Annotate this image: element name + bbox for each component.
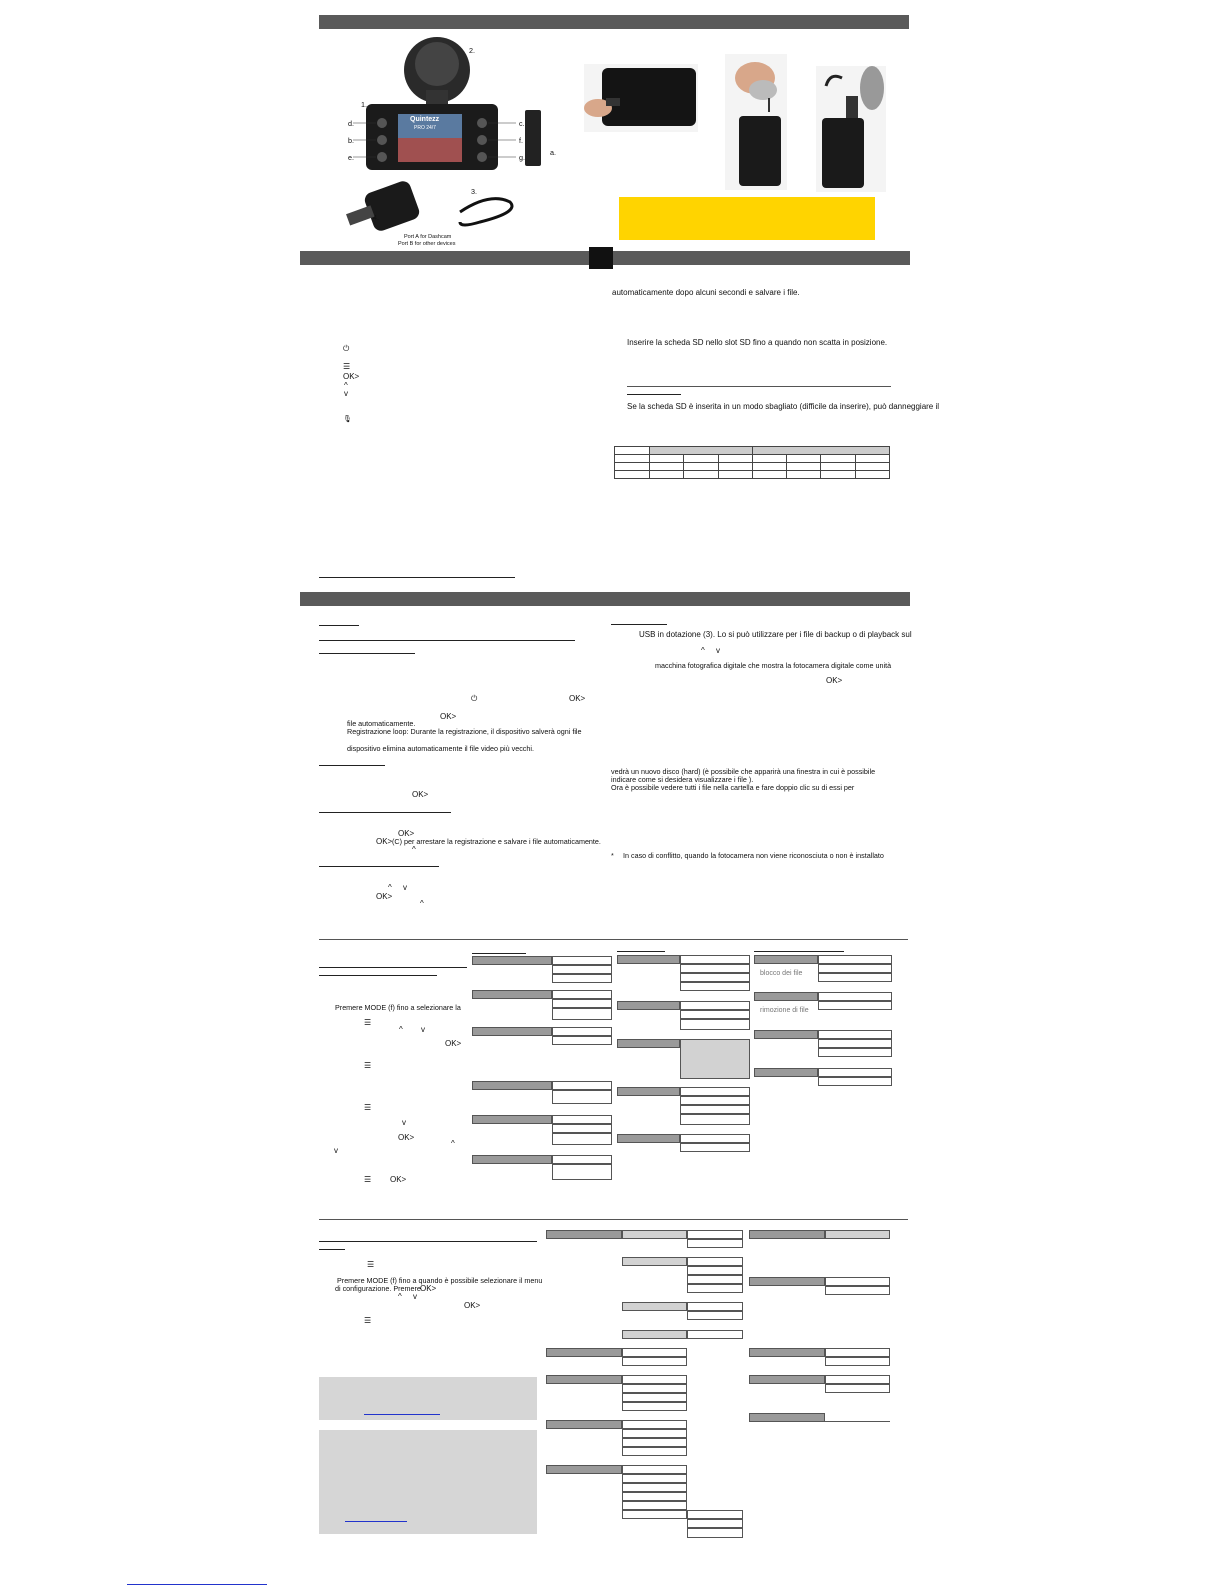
menu-cell	[818, 1030, 892, 1039]
mid-left-underline	[319, 577, 515, 578]
power-icon: ⏻	[343, 344, 350, 353]
up-icon-5: ^	[701, 646, 705, 655]
mount-attach-photo	[725, 54, 787, 190]
mute-mic-icon: 🎙	[343, 416, 352, 423]
fig-label-a: a.	[550, 148, 556, 157]
menu-cell	[687, 1230, 743, 1239]
ok-icon: OK>	[343, 372, 360, 381]
fig-label-4: 4.	[373, 213, 379, 222]
menu-cell	[617, 1087, 680, 1096]
menu-cell	[617, 1001, 680, 1010]
ok-icon-5: OK>	[398, 829, 415, 838]
port-a-label: Port A for Dashcam	[404, 234, 452, 240]
port-b-label: Port B for other devices	[398, 241, 456, 247]
section-bar-2	[300, 592, 910, 606]
mode-select-text: Premere MODE (f) fino a selezionare la	[335, 1003, 461, 1012]
menu-cell	[622, 1420, 687, 1429]
menu-cell	[546, 1465, 622, 1474]
setup-config-text: di configurazione. Premere	[335, 1284, 421, 1293]
menu-cell	[754, 992, 818, 1001]
menu-cell	[622, 1357, 687, 1366]
loop-delete-text: dispositivo elimina automaticamente il file video più vecchi.	[347, 744, 534, 753]
auto-save-text: automaticamente dopo alcuni secondi e salvare i file.	[612, 288, 800, 297]
menu-icon-6: ☰	[367, 1260, 375, 1269]
menu-cell	[552, 999, 612, 1008]
menu-cell	[818, 973, 892, 982]
info-box-2	[319, 1430, 537, 1534]
menu-cell	[552, 1124, 612, 1133]
menu-cell	[680, 1039, 750, 1079]
menu-cell	[818, 955, 892, 964]
menu-cell	[472, 1027, 552, 1036]
sd-warning-underline	[627, 394, 681, 395]
setup-end-rule	[825, 1421, 890, 1422]
view-files-text: indicare come si desidera visualizzare i file ).	[611, 775, 754, 784]
menu-cell	[552, 965, 612, 974]
menu-cell	[680, 1134, 750, 1143]
menu-cell	[687, 1266, 743, 1275]
asterisk: *	[611, 851, 614, 860]
menu-cell	[687, 1510, 743, 1519]
menu-cell	[687, 1275, 743, 1284]
menu-cell	[552, 1027, 612, 1036]
menu-cell	[622, 1384, 687, 1393]
menu-cell	[472, 1155, 552, 1164]
menu-cell	[680, 982, 750, 991]
menu-cell	[687, 1239, 743, 1248]
menu-cell	[622, 1510, 687, 1519]
menu-cell	[552, 956, 612, 965]
menu-cell	[687, 1330, 743, 1339]
rec-sub-underline-1	[319, 640, 575, 641]
ok-icon-10: OK>	[398, 1133, 415, 1142]
menu-section-rule-1	[319, 939, 908, 940]
menu-cell	[825, 1375, 890, 1384]
menu-icon-2: ☰	[364, 1018, 372, 1027]
down-icon-4: v	[421, 1025, 425, 1034]
menu-cell	[749, 1230, 825, 1239]
menu-cell	[818, 1001, 892, 1010]
menu-cell	[680, 964, 750, 973]
menu-section-rule-2	[319, 1219, 908, 1220]
up-icon-4: ^	[420, 899, 424, 908]
menu-cell	[552, 1164, 612, 1180]
file-auto-text: file automaticamente.	[347, 719, 416, 728]
menu-cell	[617, 1039, 680, 1048]
file-lock-label: blocco dei file	[760, 970, 803, 977]
ok-icon-2: OK>	[569, 694, 586, 703]
ok-icon-6: OK>	[376, 837, 393, 846]
sd-capacity-table	[614, 446, 890, 479]
menu-cell	[680, 973, 750, 982]
menu-cell	[552, 1090, 612, 1104]
usb-heading-underline	[611, 624, 667, 625]
sd-warning-text: Se la scheda SD è inserita in un modo sbagliato (difficile da inserire), può danneggiare il	[627, 402, 940, 411]
menu-cell	[749, 1348, 825, 1357]
up-icon-6: ^	[399, 1025, 403, 1034]
emergency-heading-underline	[319, 812, 451, 813]
up-icon: ^	[344, 381, 348, 390]
new-disk-text: vedrà un nuovo disco (hard) (è possibile che apparirà una finestra in cui è possibile	[611, 767, 876, 776]
menu-heading-underline-1	[319, 967, 467, 968]
menu-cell	[622, 1429, 687, 1438]
menu-cell	[687, 1302, 743, 1311]
ok-icon-8: OK>	[826, 676, 843, 685]
menu-icon: ☰	[343, 362, 351, 371]
menu-cell	[825, 1277, 890, 1286]
menu-icon-7: ☰	[364, 1316, 372, 1325]
menu-cell	[687, 1528, 743, 1538]
yellow-notice-box	[619, 197, 875, 240]
up-icon-8: ^	[398, 1292, 402, 1301]
menu-cell	[687, 1519, 743, 1528]
photo-menu-underline	[617, 951, 665, 952]
menu-cell	[687, 1257, 743, 1266]
setup-mode-text: Premere MODE (f) fino a quando è possibile selezionare il menu	[337, 1276, 543, 1285]
menu-cell	[622, 1393, 687, 1402]
ok-icon-9: OK>	[445, 1039, 462, 1048]
info-link-2[interactable]	[345, 1521, 407, 1522]
fig-label-b: b.	[348, 136, 354, 145]
menu-cell	[552, 1155, 612, 1164]
menu-cell	[680, 1105, 750, 1114]
down-icon-5: v	[402, 1118, 406, 1127]
rec-sub-underline-2	[319, 653, 415, 654]
fig-label-e: e.	[348, 153, 354, 162]
menu-cell	[680, 1114, 750, 1125]
menu-cell	[825, 1348, 890, 1357]
menu-cell	[680, 1096, 750, 1105]
menu-cell	[622, 1230, 687, 1239]
down-icon: v	[344, 389, 348, 398]
sd-insert-text: Inserire la scheda SD nello slot SD fino a quando non scatta in posizione.	[627, 338, 888, 347]
fig-label-c: c.	[519, 119, 525, 128]
menu-cell	[622, 1483, 687, 1492]
down-icon-3: v	[716, 646, 720, 655]
menu-icon-5: ☰	[364, 1175, 372, 1184]
menu-heading-underline-2	[319, 975, 437, 976]
down-icon-7: v	[413, 1292, 417, 1301]
menu-cell	[754, 955, 818, 964]
photo-heading-underline	[319, 765, 385, 766]
menu-cell	[552, 1081, 612, 1090]
fig-label-3: 3.	[471, 187, 477, 196]
ok-icon-4: OK>	[412, 790, 429, 799]
menu-cell	[622, 1465, 687, 1474]
fig-label-1: 1.	[361, 100, 367, 109]
menu-cell	[749, 1375, 825, 1384]
stop-rec-text: (C) per arrestare la registrazione e salvare i file automaticamente.	[392, 837, 601, 846]
menu-icon-4: ☰	[364, 1103, 372, 1112]
menu-cell	[552, 1115, 612, 1124]
up-icon-2: ^	[412, 845, 416, 854]
menu-cell	[825, 1357, 890, 1366]
fig-label-2: 2.	[469, 46, 475, 55]
menu-cell	[622, 1375, 687, 1384]
up-icon-7: ^	[451, 1139, 455, 1148]
menu-cell	[552, 1036, 612, 1045]
menu-cell	[818, 1068, 892, 1077]
menu-cell	[552, 1133, 612, 1145]
menu-cell	[622, 1402, 687, 1411]
menu-cell	[622, 1438, 687, 1447]
fig-label-g: g.	[519, 153, 525, 162]
menu-cell	[754, 1068, 818, 1077]
menu-cell	[754, 1030, 818, 1039]
rec-heading-underline	[319, 625, 359, 626]
fig-label-f: f.	[519, 136, 523, 145]
ok-icon-11: OK>	[390, 1175, 407, 1184]
menu-cell	[818, 964, 892, 973]
down-icon-6: v	[334, 1146, 338, 1155]
mount-rotate-photo	[816, 66, 886, 192]
fig-label-d: d.	[348, 119, 354, 128]
ok-icon-12: OK>	[420, 1284, 437, 1293]
usb-text: USB in dotazione (3). Lo si può utilizzare per i file di backup o di playback sul	[639, 630, 912, 639]
setup-heading-underline-1	[319, 1241, 537, 1242]
ok-icon-3: OK>	[440, 712, 457, 721]
sd-insert-photo	[584, 64, 698, 132]
menu-cell	[825, 1384, 890, 1393]
menu-cell	[687, 1311, 743, 1320]
menu-cell	[622, 1501, 687, 1510]
menu-cell	[546, 1375, 622, 1384]
conflict-text: In caso di conflitto, quando la fotocamera non viene riconosciuta o non è installato	[623, 851, 884, 860]
video-menu-underline	[472, 953, 526, 954]
power-icon-2: ⏻	[471, 694, 478, 703]
ok-icon-7: OK>	[376, 892, 393, 901]
setup-heading-underline-2	[319, 1249, 345, 1250]
menu-cell	[472, 1115, 552, 1124]
menu-cell	[680, 955, 750, 964]
ok-icon-13: OK>	[464, 1301, 481, 1310]
screen-sub: PRO 24/7	[414, 125, 436, 131]
screen-brand: Quintezz	[410, 116, 440, 123]
info-link-1[interactable]	[364, 1414, 440, 1415]
menu-cell	[622, 1492, 687, 1501]
menu-cell	[472, 1081, 552, 1090]
down-icon-2: v	[403, 883, 407, 892]
menu-cell	[687, 1284, 743, 1293]
menu-cell	[622, 1447, 687, 1456]
menu-cell	[546, 1230, 622, 1239]
menu-cell	[622, 1474, 687, 1483]
menu-cell	[622, 1257, 687, 1266]
section-bar-1-square	[589, 247, 613, 269]
menu-cell	[680, 1001, 750, 1010]
sd-rule	[627, 386, 891, 387]
menu-cell	[825, 1286, 890, 1295]
menu-cell	[680, 1143, 750, 1152]
menu-cell	[472, 956, 552, 965]
camera-drive-text: macchina fotografica digitale che mostra la fotocamera digitale come unità	[655, 661, 892, 670]
up-icon-3: ^	[388, 883, 392, 892]
menu-cell	[622, 1302, 687, 1311]
menu-cell	[818, 1077, 892, 1086]
menu-cell	[622, 1348, 687, 1357]
file-remove-label: rimozione di file	[760, 1007, 809, 1014]
menu-cell	[680, 1010, 750, 1019]
menu-cell	[749, 1413, 825, 1422]
menu-cell	[680, 1019, 750, 1030]
loop-rec-text: Registrazione loop: Durante la registrazione, il dispositivo salverà ogni file	[347, 727, 582, 736]
menu-cell	[546, 1420, 622, 1429]
menu-cell	[617, 955, 680, 964]
menu-cell	[749, 1277, 825, 1286]
double-click-text: Ora è possibile vedere tutti i file nella cartella e fare doppio clic su di essi per	[611, 783, 855, 792]
top-header-bar	[319, 15, 909, 29]
menu-cell	[818, 1048, 892, 1057]
playback-heading-underline	[319, 866, 439, 867]
menu-cell	[680, 1087, 750, 1096]
menu-cell	[617, 1134, 680, 1143]
menu-cell	[818, 992, 892, 1001]
playback-menu-underline	[754, 951, 844, 952]
menu-cell	[472, 990, 552, 999]
menu-cell	[825, 1230, 890, 1239]
menu-cell	[552, 990, 612, 999]
menu-cell	[552, 974, 612, 983]
menu-cell	[818, 1039, 892, 1048]
menu-icon-3: ☰	[364, 1061, 372, 1070]
menu-cell	[546, 1348, 622, 1357]
menu-cell	[552, 1008, 612, 1020]
menu-cell	[622, 1330, 687, 1339]
